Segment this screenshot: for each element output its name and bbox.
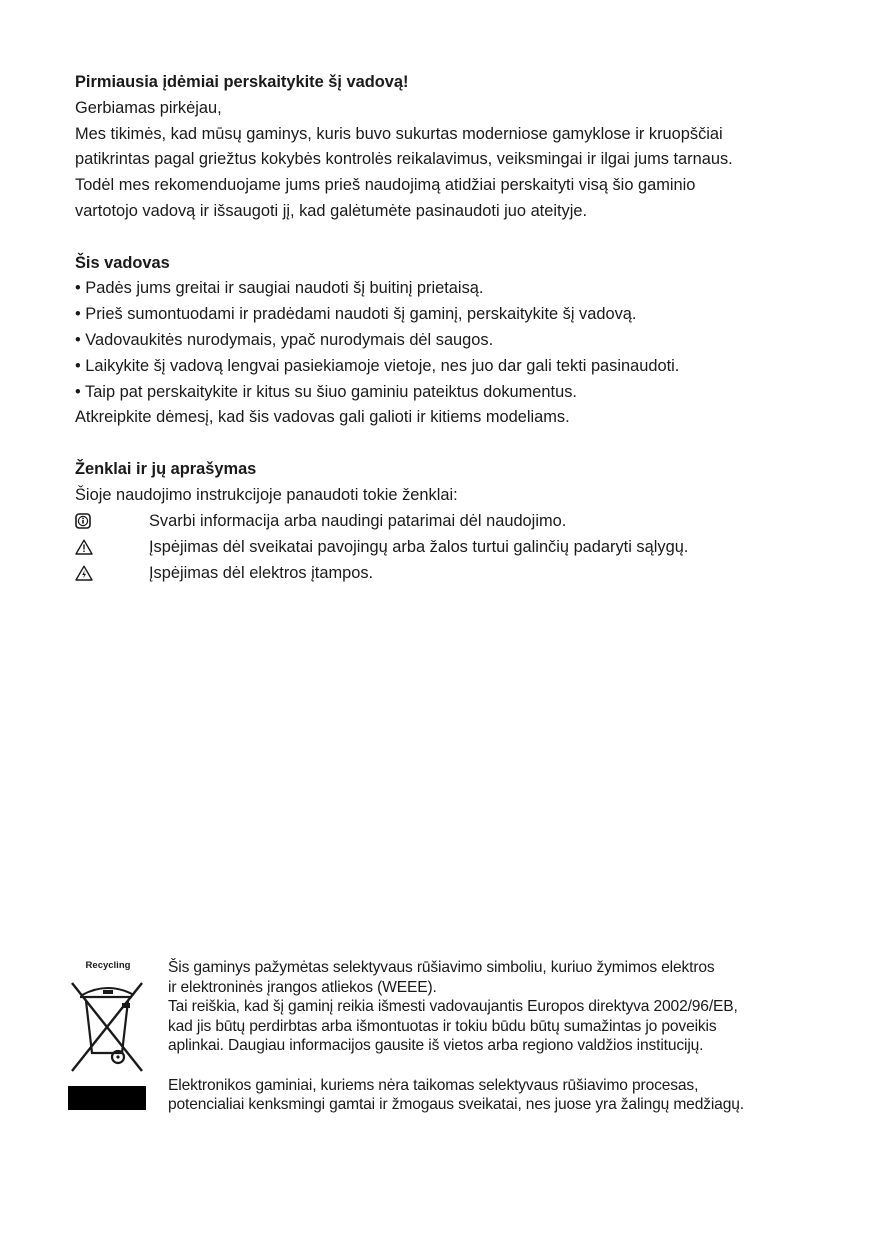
document-body bbox=[75, 70, 815, 586]
manual-bullet: • Prieš sumontuodami ir pradėdami naudoti šį gaminį, perskaitykite šį vadovą. bbox=[75, 305, 637, 324]
intro-line: Mes tikimės, kad mūsų gaminys, kuris buvo sukurtas moderniose gamyklose ir kruopščiai bbox=[75, 124, 723, 143]
intro-heading: Pirmiausia įdėmiai perskaitykite šį vadovą! bbox=[75, 73, 409, 91]
weee-line: ir elektroninės įrangos atliekos (WEEE). bbox=[168, 978, 437, 996]
electric-warning-icon bbox=[75, 560, 149, 586]
symbol-text: Įspėjimas dėl sveikatai pavojingų arba žalos turtui galinčių padaryti sąlygų. bbox=[149, 537, 689, 556]
recycling-label: Recycling bbox=[85, 960, 131, 971]
weee-line: Tai reiškia, kad šį gaminį reikia išmesti vadovaujantis Europos direktyva 2002/96/EB, bbox=[168, 998, 738, 1016]
weee-logo bbox=[68, 960, 148, 1110]
greeting: Gerbiamas pirkėjau, bbox=[75, 98, 222, 117]
intro-line: Todėl mes rekomenduojame jums prieš naudojimą atidžiai perskaityti visą šio gaminio bbox=[75, 176, 696, 195]
crossed-bin-icon bbox=[68, 973, 148, 1078]
weee-line: aplinkai. Daugiau informacijos gausite iš vietos arba regiono valdžios institucijų. bbox=[168, 1037, 704, 1055]
manual-bullet: • Padės jums greitai ir saugiai naudoti šį buitinį prietaisą. bbox=[75, 279, 484, 298]
symbol-text: Įspėjimas dėl elektros įtampos. bbox=[149, 563, 374, 582]
weee-line: Elektronikos gaminiai, kuriems nėra taikomas selektyvaus rūšiavimo procesas, bbox=[168, 1076, 699, 1094]
info-icon bbox=[75, 509, 149, 535]
symbols-intro: Šioje naudojimo instrukcijoje panaudoti tokie ženklai: bbox=[75, 485, 458, 504]
manual-bullet: • Laikykite šį vadovą lengvai pasiekiamoje vietoje, nes juo dar gali tekti pasinaudoti. bbox=[75, 356, 680, 375]
symbol-row bbox=[75, 509, 815, 535]
weee-description bbox=[168, 958, 818, 1115]
intro-line: patikrintas pagal griežtus kokybės kontrolės reikalavimus, veiksmingai ir ilgai jums tarnaus. bbox=[75, 150, 733, 169]
manual-bullet: • Taip pat perskaitykite ir kitus su šiuo gaminiu pateiktus dokumentus. bbox=[75, 382, 577, 401]
warning-icon bbox=[75, 534, 149, 560]
manual-bullet: • Vadovaukitės nurodymais, ypač nurodymais dėl saugos. bbox=[75, 330, 494, 349]
weee-line: potencialiai kenksmingi gamtai ir žmogaus sveikatai, nes juose yra žalingų medžiagų. bbox=[168, 1096, 744, 1114]
intro-line: vartotojo vadovą ir išsaugoti jį, kad galėtumėte pasinaudoti juo ateityje. bbox=[75, 201, 588, 220]
symbol-row bbox=[75, 560, 815, 586]
weee-line: Šis gaminys pažymėtas selektyvaus rūšiavimo simboliu, kuriuo žymimos elektros bbox=[168, 959, 715, 976]
symbol-row bbox=[75, 534, 815, 560]
manual-note: Atkreipkite dėmesį, kad šis vadovas gali galioti ir kitiems modeliams. bbox=[75, 408, 570, 427]
manual-heading: Šis vadovas bbox=[75, 253, 170, 272]
symbol-text: Svarbi informacija arba naudingi patarimai dėl naudojimo. bbox=[149, 511, 567, 530]
weee-line: kad jis būtų perdirbtas arba išmontuotas ir tokiu būdu būtų sumažintas jo poveikis bbox=[168, 1017, 717, 1035]
symbols-heading: Ženklai ir jų aprašymas bbox=[75, 459, 257, 478]
weee-black-bar bbox=[68, 1086, 146, 1110]
